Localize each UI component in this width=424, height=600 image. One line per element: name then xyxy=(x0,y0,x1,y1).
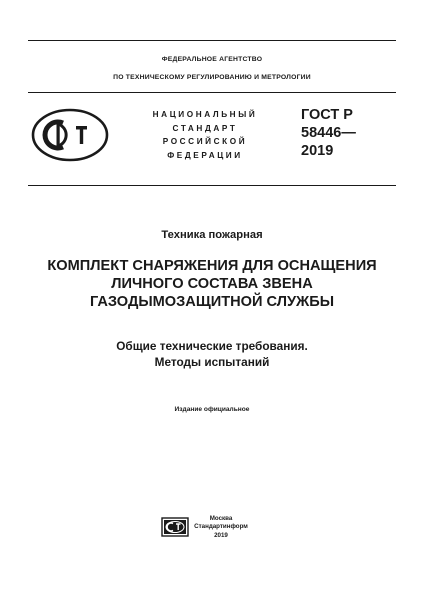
document-title xyxy=(0,257,424,311)
publisher-block xyxy=(191,515,251,540)
gost-number xyxy=(301,106,356,160)
edition-label: Издание официальное xyxy=(174,406,250,413)
publisher-year: 2019 xyxy=(214,531,228,539)
national-standard-label xyxy=(130,108,280,162)
agency-name-line-1: ФЕДЕРАЛЬНОЕ АГЕНТСТВО xyxy=(161,56,263,63)
header-rule xyxy=(28,92,396,93)
gost-line-3: 2019 xyxy=(301,143,334,159)
top-rule xyxy=(28,40,396,41)
gost-r-emblem-icon xyxy=(30,107,110,163)
standartinform-mark-icon xyxy=(161,517,189,537)
document-subject: Техника пожарная xyxy=(161,229,263,241)
subtitle-line-1: Общие технические требования. xyxy=(116,339,308,353)
agency-name-line-2: ПО ТЕХНИЧЕСКОМУ РЕГУЛИРОВАНИЮ И МЕТРОЛОГИИ xyxy=(113,74,311,81)
national-line-2: СТАНДАРТ xyxy=(172,123,238,133)
national-line-1: НАЦИОНАЛЬНЫЙ xyxy=(152,110,258,119)
gost-line-2: 58446— xyxy=(301,125,356,141)
publisher-city: Москва xyxy=(209,515,233,522)
document-subtitle xyxy=(0,338,424,370)
subtitle-line-2: Методы испытаний xyxy=(154,355,270,369)
national-line-4: ФЕДЕРАЦИИ xyxy=(167,150,243,160)
publisher-name: Стандартинформ xyxy=(194,523,248,531)
title-line-1: КОМПЛЕКТ СНАРЯЖЕНИЯ ДЛЯ ОСНАЩЕНИЯ xyxy=(47,258,377,274)
title-line-2: ЛИЧНОГО СОСТАВА ЗВЕНА xyxy=(111,276,313,292)
national-line-3: РОССИЙСКОЙ xyxy=(162,137,248,146)
standard-block-rule xyxy=(28,185,396,186)
title-line-3: ГАЗОДЫМОЗАЩИТНОЙ СЛУЖБЫ xyxy=(89,294,335,310)
gost-line-1: ГОСТ Р xyxy=(301,107,353,123)
